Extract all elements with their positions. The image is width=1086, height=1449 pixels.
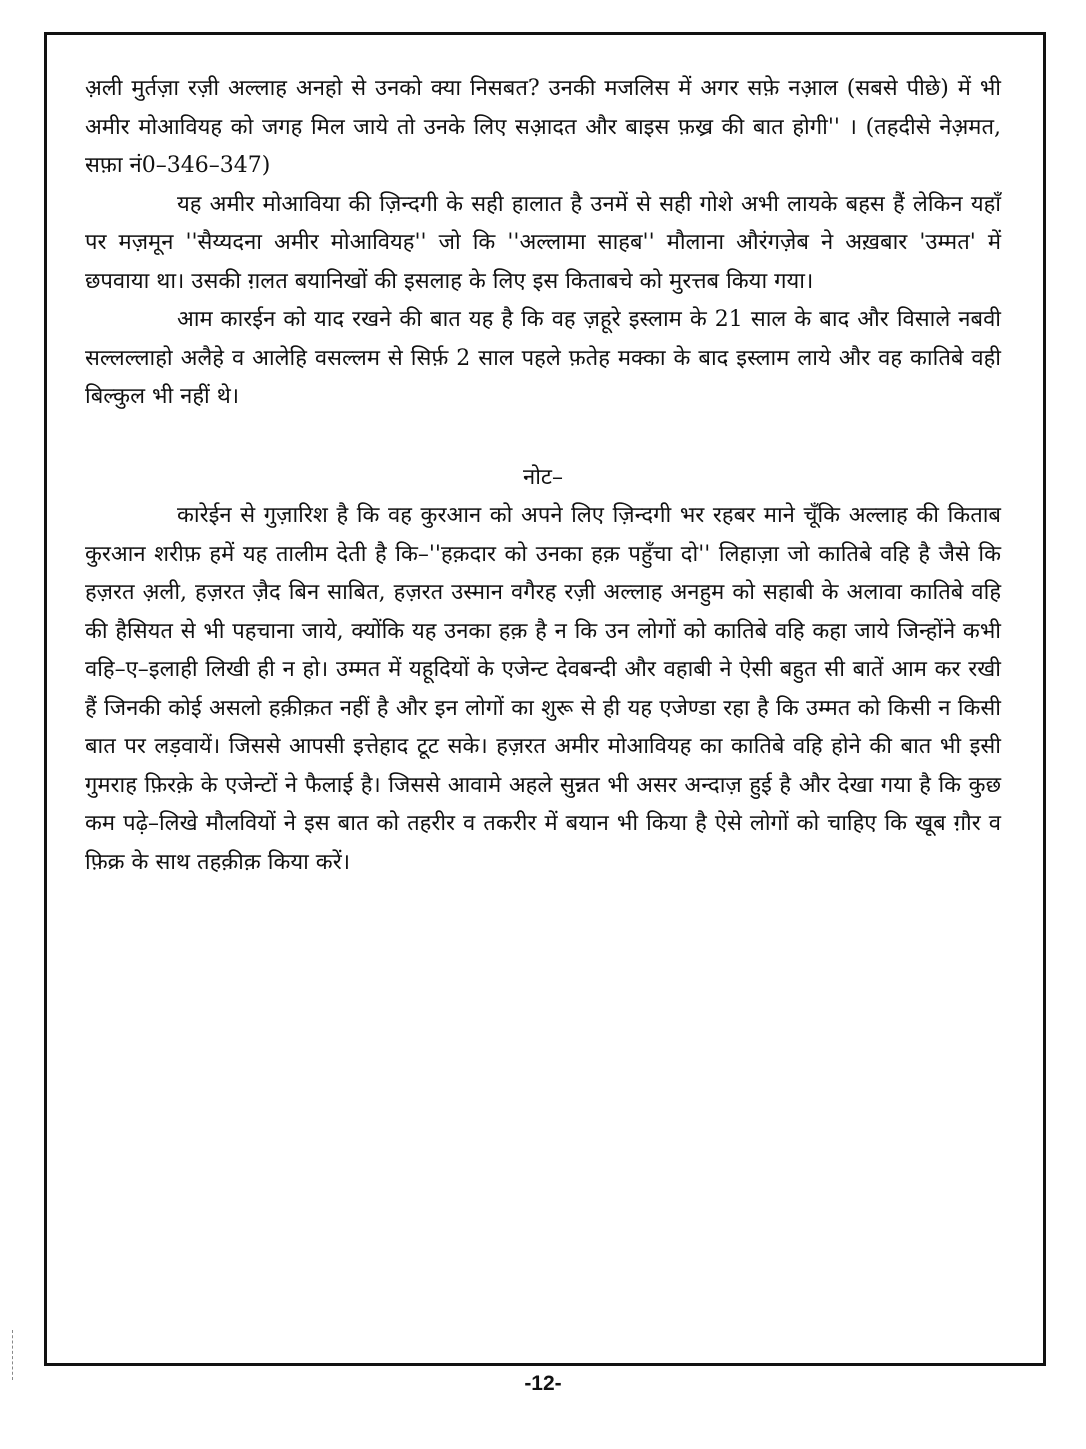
paragraph-readers-note: आम कारईन को याद रखने की बात यह है कि वह ज़हूरे इस्लाम के 21 साल के बाद और विसाले नबवी सल्लल्लाहो अलैहे व आलेहि वसल्लम से सिर्फ़ 2 साल पहले फ़तेह मक्का के बाद इस्लाम लाये और वह कातिबे वही बिल्कुल भी नहीं थे। bbox=[85, 307, 1001, 409]
page-number: -12- bbox=[524, 1372, 562, 1395]
paragraph-note-body: कारेईन से गुज़ारिश है कि वह कुरआन को अपने लिए ज़िन्दगी भर रहबर माने चूँकि अल्लाह की किताब कुरआन शरीफ़ हमें यह तालीम देती है कि–''हक़दार को उनका हक़ पहुँचा दो'' लिहाज़ा जो कातिबे वहि है जैसे कि हज़रत अ़ली, हज़रत ज़ैद बिन साबित, हज़रत उस्मान वगैरह रज़ी अल्लाह अनहुम को सहाबी के अलावा कातिबे वहि की हैसियत से भी पहचाना जाये, क्योंकि यह उनका हक़ है न कि उन लोगों को कातिबे वहि कहा जाये जिन्होंने कभी वहि–ए–इलाही लिखी ही न हो। उम्मत में यहूदियों के एजेन्ट देवबन्दी और वहाबी ने ऐसी बहुत सी बातें आम कर रखी हैं जिनकी कोई असलो हक़ीक़त नहीं है और इन लोगों का शुरू से ही यह एजेण्डा रहा है कि उम्मत को किसी न किसी बात पर लड़वायें। जिससे आपसी इत्तेहाद टूट सके। हज़रत अमीर मोआवियह का कातिबे वहि होने की बात भी इसी गुमराह फ़िरक़े के एजेन्टों ने फैलाई है। जिससे आवामे अहले सुन्नत भी असर अन्दाज़ हुई है और देखा गया है कि कुछ कम पढ़े–लिखे मौलवियों ने इस बात को तहरीर व तकरीर में बयान भी किया है ऐसे लोगों को चाहिए कि खूब ग़ौर व फ़िक्र के साथ तहक़ीक़ किया करें। bbox=[85, 503, 1001, 875]
page-body bbox=[85, 70, 1001, 882]
paragraph-continuation: अ़ली मुर्तज़ा रज़ी अल्लाह अनहो से उनको क्या निसबत? उनकी मजलिस में अगर सफ़े नआ़ल (सबसे पीछे) में भी अमीर मोआवियह को जगह मिल जाये तो उनके लिए सआ़दत और बाइस फ़ख्र की बात होगी'' । (तहदीसे नेअ़मत, सफ़ा नं0–346–347) bbox=[85, 76, 1001, 178]
paragraph-amir-moawiya: यह अमीर मोआविया की ज़िन्दगी के सही हालात है उनमें से सही गोशे अभी लायके बहस हैं लेकिन यहाँ पर मज़मून ''सैय्यदना अमीर मोआवियह'' जो कि ''अल्लामा साहब'' मौलाना औरंगज़ेब ने अख़बार 'उम्मत' में छपवाया था। उसकी ग़लत बयानिखों की इसलाह के लिए इस किताबचे को मुरत्तब किया गया। bbox=[85, 191, 1001, 294]
note-heading: नोट– bbox=[523, 464, 563, 490]
